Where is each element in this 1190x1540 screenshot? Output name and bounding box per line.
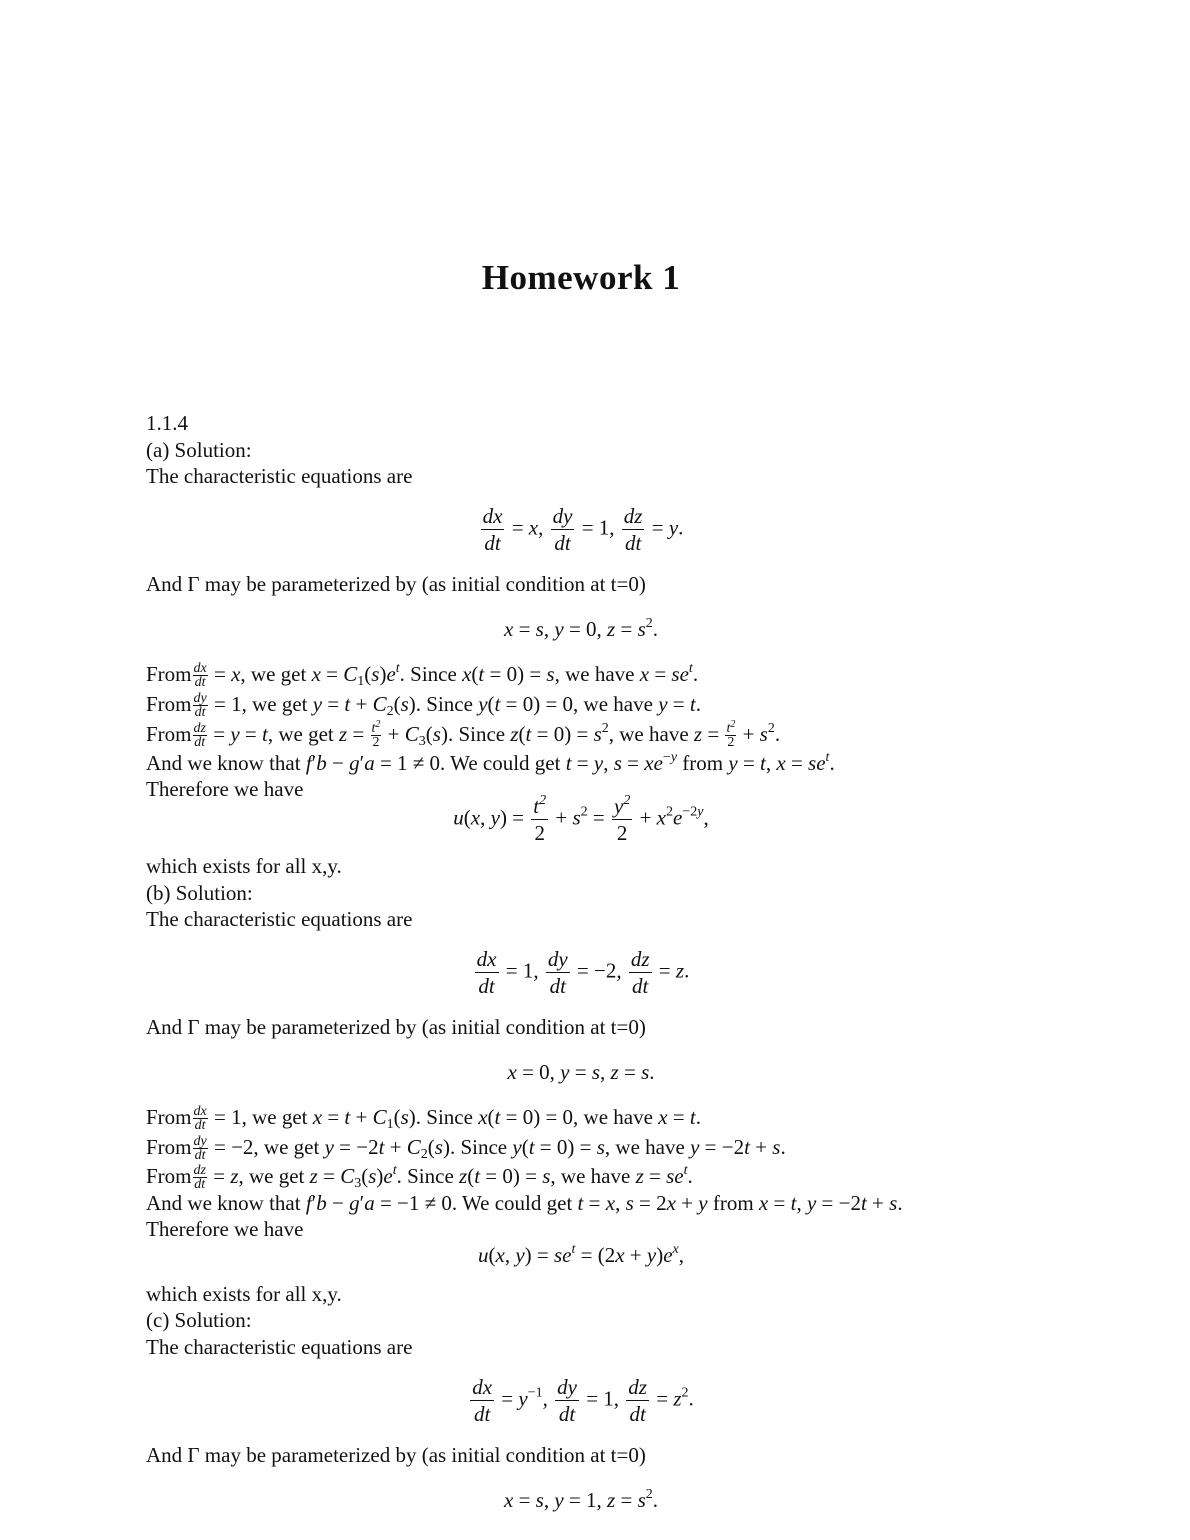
part-a-exists: which exists for all x,y. bbox=[146, 854, 342, 878]
problem-number: 1.1.4 bbox=[146, 411, 188, 435]
part-c-characteristic-equations: $\frac{dx}{dt}$ = $y^{-1}$, $\frac{dy}{dt}$ = 1, $\frac{dz}{dt}$ = $z^2$. bbox=[472, 1375, 694, 1426]
part-a-step-4: And we know that f′b − g′a = 1 ≠ 0. We could get t = y, $s = xe^{-y}$ from y = t, $x = se^t$. bbox=[146, 750, 835, 775]
part-b-gamma-text: And Γ may be parameterized by (as initial condition at t=0) bbox=[146, 1015, 646, 1039]
part-b-gamma-equation: x = 0, y = s, z = s. bbox=[507, 1060, 655, 1084]
part-a-label: (a) Solution: bbox=[146, 438, 252, 462]
part-a-step-3: From $\frac{dz}{dt}$ = y = t, we get z = $\frac{t^2}{2}$ + $C_3(s)$. Since $z(t = 0) = s^2$, we have z = $\frac{t^2}{2}$ + $s^2$. bbox=[146, 719, 781, 750]
part-a-solution-equation: u(x, y) = $\frac{t^2}{2}$ + $s^2$ = $\frac{y^2}{2}$ + $x^2e^{-2y}$, bbox=[453, 793, 709, 845]
part-a-step-2: From $\frac{dy}{dt}$ = 1, we get $y = t + C_2(s)$. Since y(t = 0) = 0, we have y = t. bbox=[146, 691, 701, 720]
part-b-step-2: From $\frac{dy}{dt}$ = −2, we get $y = -2t + C_2(s)$. Since y(t = 0) = s, we have y = −2t + s. bbox=[146, 1134, 786, 1163]
part-b-intro: The characteristic equations are bbox=[146, 907, 413, 931]
part-a-characteristic-equations: $\frac{dx}{dt}$ = x, $\frac{dy}{dt}$ = 1, $\frac{dz}{dt}$ = y. bbox=[482, 504, 684, 555]
part-a-step-1: From $\frac{dx}{dt}$ = x, we get $x = C_1(s)e^t$. Since x(t = 0) = s, we have $x = se^t$. bbox=[146, 661, 699, 690]
part-a-therefore: Therefore we have bbox=[146, 777, 304, 801]
part-a-gamma-text: And Γ may be parameterized by (as initial condition at t=0) bbox=[146, 572, 646, 596]
part-b-label: (b) Solution: bbox=[146, 881, 253, 905]
page-title: Homework 1 bbox=[481, 258, 681, 297]
part-c-gamma-text: And Γ may be parameterized by (as initial condition at t=0) bbox=[146, 1443, 646, 1467]
part-c-gamma-equation: x = s, y = 1, $z = s^2$. bbox=[504, 1487, 658, 1512]
part-b-characteristic-equations: $\frac{dx}{dt}$ = 1, $\frac{dy}{dt}$ = −2, $\frac{dz}{dt}$ = z. bbox=[476, 947, 690, 998]
part-c-label: (c) Solution: bbox=[146, 1308, 252, 1332]
part-c-intro: The characteristic equations are bbox=[146, 1335, 413, 1359]
part-a-intro: The characteristic equations are bbox=[146, 464, 413, 488]
part-b-solution-equation: u(x, $y) = se^t = (2x + y)e^x$, bbox=[477, 1242, 685, 1267]
part-b-step-3: From $\frac{dz}{dt}$ = z, we get $z = C_3(s)e^t$. Since z(t = 0) = s, we have $z = se^t$. bbox=[146, 1163, 693, 1192]
part-b-step-1: From $\frac{dx}{dt}$ = 1, we get $x = t + C_1(s)$. Since x(t = 0) = 0, we have x = t. bbox=[146, 1104, 701, 1133]
part-b-exists: which exists for all x,y. bbox=[146, 1282, 342, 1306]
part-b-therefore: Therefore we have bbox=[146, 1217, 304, 1241]
part-b-step-4: And we know that f′b − g′a = −1 ≠ 0. We could get t = x, s = 2x + y from x = t, y = −2t + s. bbox=[146, 1191, 903, 1215]
part-a-gamma-equation: x = s, y = 0, $z = s^2$. bbox=[504, 616, 658, 641]
